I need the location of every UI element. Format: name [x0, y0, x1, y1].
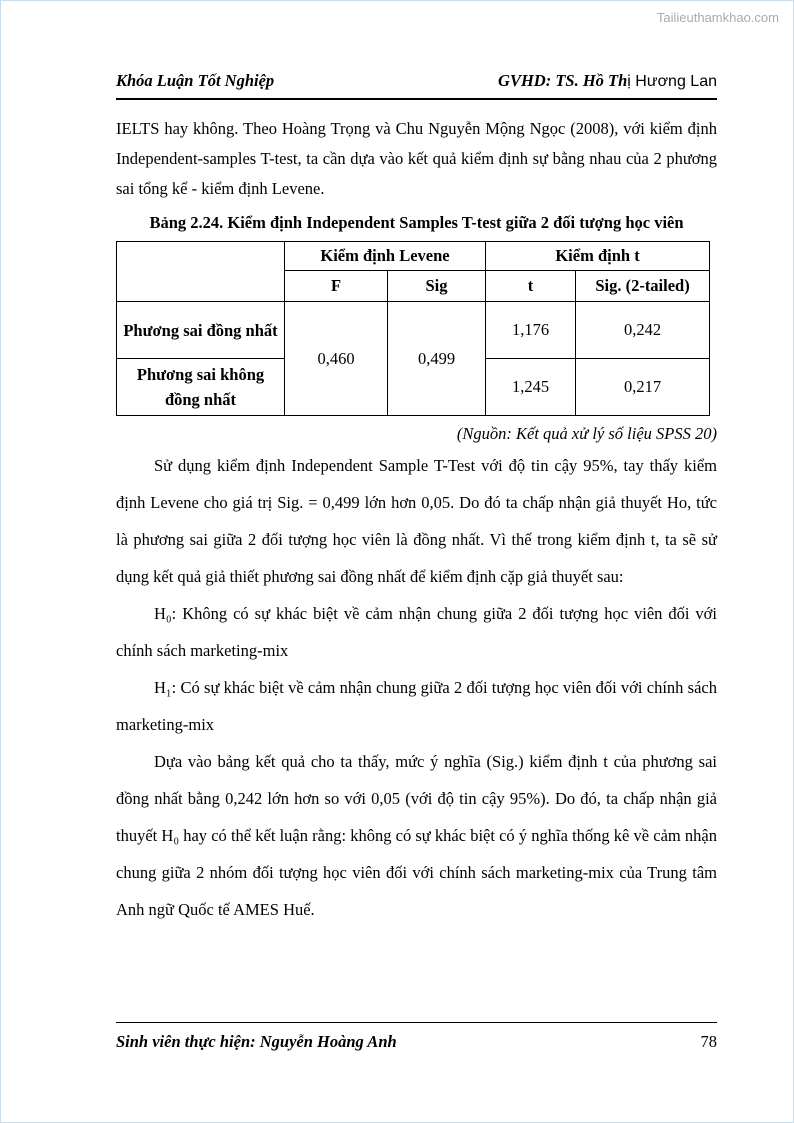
body-paragraph-1: Sử dụng kiểm định Independent Sample T-Test với độ tin cậy 95%, tay thấy kiểm định Levene cho giá trị Sig. = 0,499 lớn hơn 0,05. Do đó ta chấp nhận giả thuyết Ho, tức là phương sai giữa 2 đối tượng học viên là đồng nhất. Vì thế trong kiểm định t, ta sẽ sử dụng kết quả giả thiết phương sai đồng nhất để kiểm định cặp giả thuyết sau:: [116, 456, 717, 586]
footer-author: Sinh viên thực hiện: Nguyễn Hoàng Anh: [116, 1032, 397, 1051]
row-label-unequal-variance: Phương sai không đồng nhất: [117, 359, 285, 416]
table-col-header-t: t: [486, 271, 576, 302]
cell-t-equal: 1,176: [486, 302, 576, 359]
page-content: [116, 1, 717, 928]
table-caption: Bảng 2.24. Kiểm định Independent Samples T-test giữa 2 đối tượng học viên: [149, 213, 684, 232]
hypothesis-h0-paragraph: H₀: Không có sự khác biệt về cảm nhận chung giữa 2 đối tượng học viên đối với chính sách marketing-mix: [116, 604, 717, 660]
table-group-header-row: [117, 242, 710, 271]
page-footer: [116, 1022, 717, 1052]
table-group-header-ttest: Kiểm định t: [486, 242, 710, 271]
table-row-equal-variance: [117, 302, 710, 359]
site-watermark: Tailieuthamkhao.com: [656, 10, 779, 25]
table-group-header-levene: Kiểm định Levene: [285, 242, 486, 271]
table-col-header-f: F: [285, 271, 388, 302]
ttest-table: [116, 241, 710, 416]
hypothesis-h1-paragraph: H₁: Có sự khác biệt về cảm nhận chung giữa 2 đối tượng học viên đối với chính sách marketing-mix: [116, 678, 717, 734]
cell-sig2-equal: 0,242: [576, 302, 710, 359]
cell-levene-sig: 0,499: [388, 302, 486, 416]
header-advisor: [498, 71, 717, 91]
header-thesis-title: Khóa Luận Tốt Nghiệp: [116, 71, 275, 90]
cell-levene-f: 0,460: [285, 302, 388, 416]
cell-sig2-unequal: 0,217: [576, 359, 710, 416]
row-label-equal-variance: Phương sai đồng nhất: [117, 302, 285, 359]
page-header: [116, 71, 717, 100]
page-number: 78: [700, 1032, 717, 1051]
body-paragraph-2: Dựa vào bảng kết quả cho ta thấy, mức ý nghĩa (Sig.) kiểm định t của phương sai đồng nhất bằng 0,242 lớn hơn so với 0,05 (với độ tin cậy 95%). Do đó, ta chấp nhận giả thuyết H₀ hay có thể kết luận rằng: không có sự khác biệt có ý nghĩa thống kê về cảm nhận chung giữa 2 nhóm đối tượng học viên đối với chính sách marketing-mix của Trung tâm Anh ngữ Quốc tế AMES Huế.: [116, 752, 717, 919]
table-col-header-sig: Sig: [388, 271, 486, 302]
table-source-note: (Nguồn: Kết quả xử lý số liệu SPSS 20): [456, 424, 717, 443]
intro-paragraph: IELTS hay không. Theo Hoàng Trọng và Chu Nguyễn Mộng Ngọc (2008), với kiểm định Independent-samples T-test, ta cần dựa vào kết quả kiểm định sự bằng nhau của 2 phương sai tổng kể - kiểm định Levene.: [116, 119, 717, 198]
table-col-header-sig2tailed: Sig. (2-tailed): [576, 271, 710, 302]
table-corner-empty-cell: [117, 242, 285, 302]
header-advisor-sans: ị Hương Lan: [627, 73, 717, 90]
cell-t-unequal: 1,245: [486, 359, 576, 416]
header-advisor-serif: GVHD: TS. Hồ Th: [498, 71, 628, 90]
